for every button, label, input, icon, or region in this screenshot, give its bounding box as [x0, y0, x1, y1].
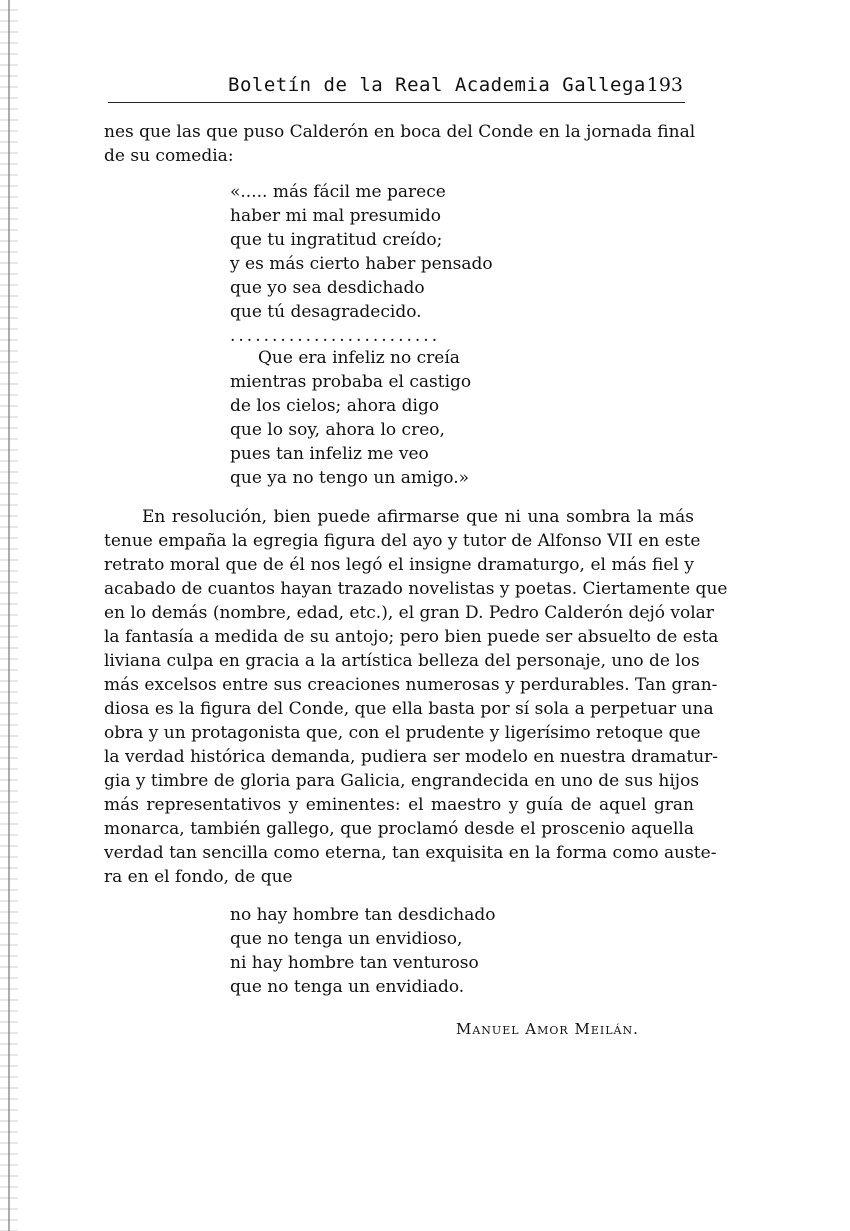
author-signature: Manuel Amor Meilán. — [456, 1020, 639, 1038]
verse-line: que no tenga un envidioso, — [230, 929, 463, 949]
text-line: la fantasía a medida de su antojo; pero bien puede ser absuelto de esta — [104, 627, 719, 647]
intro-paragraph — [104, 120, 694, 168]
text-line: ra en el fondo, de que — [104, 867, 293, 887]
text-line: obra y un protagonista que, con el prudente y ligerísimo retoque que — [104, 723, 701, 743]
verse-line: no hay hombre tan desdichado — [230, 905, 496, 925]
text-line: retrato moral que de él nos legó el insigne dramaturgo, el más fiel y — [104, 555, 694, 575]
verse-line: haber mi mal presumido — [230, 206, 442, 226]
journal-title: Boletín de la Real Academia Gallega — [228, 74, 646, 96]
verse-line: que tú desagradecido. — [230, 302, 422, 322]
text-line: tenue empaña la egregia figura del ayo y tutor de Alfonso VII en este — [104, 531, 701, 551]
verse-line: mientras probaba el castigo — [230, 372, 472, 392]
text-line: diosa es la figura del Conde, que ella basta por sí sola a perpetuar una — [104, 699, 714, 719]
verse-line: que lo soy, ahora lo creo, — [230, 420, 445, 440]
verse-line: y es más cierto haber pensado — [230, 254, 493, 274]
text-line: en lo demás (nombre, edad, etc.), el gran D. Pedro Calderón dejó volar — [104, 603, 714, 623]
text-line: liviana culpa en gracia a la artística belleza del personaje, uno de los — [104, 651, 700, 671]
verse-line: que no tenga un envidiado. — [230, 977, 465, 997]
verse-line: Que era infeliz no creía — [258, 348, 460, 368]
text-line: de su comedia: — [104, 146, 234, 166]
verse-line: que ya no tengo un amigo.» — [230, 468, 470, 488]
page-number: 193 — [646, 74, 683, 96]
text-line: acabado de cuantos hayan trazado novelistas y poetas. Ciertamente que — [104, 579, 728, 599]
verse-line: de los cielos; ahora digo — [230, 396, 440, 416]
verse-line: «..... más fácil me parece — [230, 182, 446, 202]
body-paragraph — [104, 505, 728, 889]
text-line: nes que las que puso Calderón en boca del Conde en la jornada final — [104, 122, 696, 142]
verse-line: que tu ingratitud creído; — [230, 230, 443, 250]
verse-line: ni hay hombre tan venturoso — [230, 953, 479, 973]
text-line: En resolución, bien puede afirmarse que ni una sombra la más — [142, 507, 694, 527]
verse-line: pues tan infeliz me veo — [230, 444, 429, 464]
verse-block-two — [230, 346, 471, 490]
text-line: verdad tan sencilla como eterna, tan exquisita en la forma como auste- — [104, 843, 717, 863]
verse-block-three — [230, 903, 495, 999]
verse-line: que yo sea desdichado — [230, 278, 425, 298]
text-line: monarca, también gallego, que proclamó desde el proscenio aquella — [104, 819, 694, 839]
text-line: más representativos y eminentes: el maestro y guía de aquel gran — [104, 795, 694, 815]
running-header — [108, 74, 685, 103]
text-line: la verdad histórica demanda, pudiera ser modelo en nuestra dramatur- — [104, 747, 719, 767]
text-line: más excelsos entre sus creaciones numerosas y perdurables. Tan gran- — [104, 675, 718, 695]
verse-block-one — [230, 180, 493, 348]
text-line: gia y timbre de gloria para Galicia, engrandecida en uno de sus hijos — [104, 771, 700, 791]
ellipsis-row: ......................... — [230, 326, 441, 346]
scan-edge-line — [8, 0, 10, 1231]
